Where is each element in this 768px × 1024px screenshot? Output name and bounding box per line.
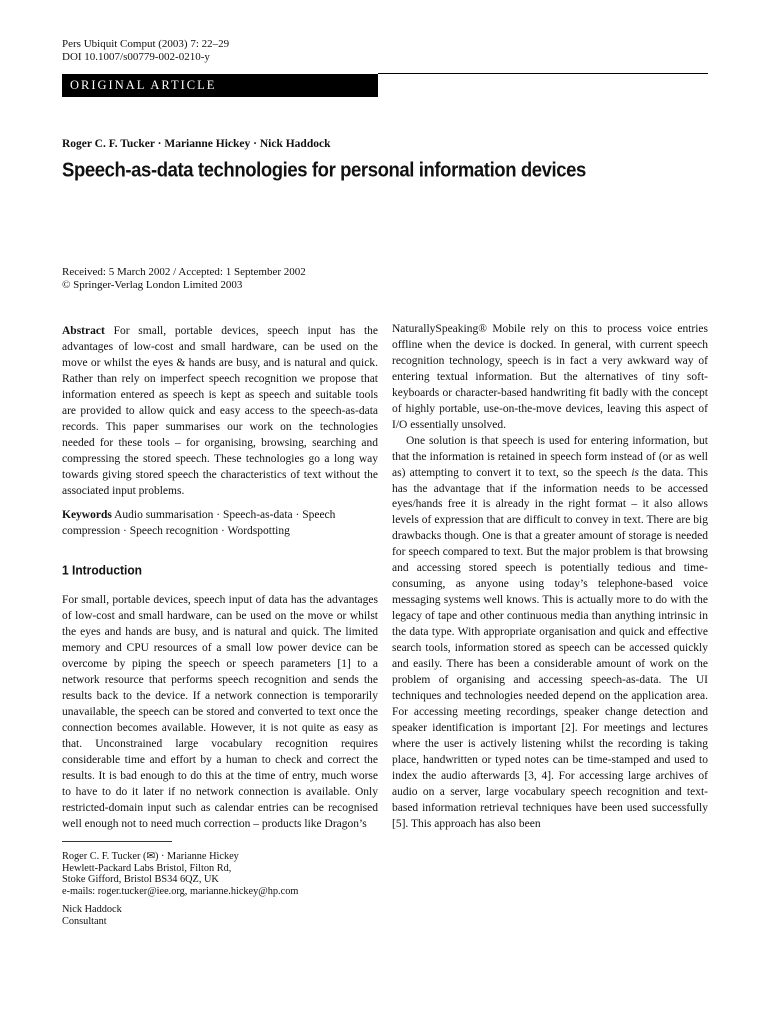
keywords-label: Keywords: [62, 509, 112, 522]
keywords-text: Audio summarisation · Speech-as-data · Speech compression · Speech recognition · Wordspotting: [62, 509, 336, 538]
intro-paragraph-2: [392, 434, 708, 833]
abstract-text: For small, portable devices, speech input has the advantages of low-cost and small hardware, can be used on the move or whilst the eyes & hands are busy, and is natural and quick. Rather than rely on imperfect speech recognition we propose that information entered as speech is kept as speech and suitable tools are provided to allow quick and easy access to the speech-as-data records. This paper summarises our work on the technologies needed for these tools – for organising, browsing, searching and compressing the stored speech. These technologies go a long way towards giving stored speech the characteristics of text without the associated input problems.: [62, 325, 379, 497]
author-list: Roger C. F. Tucker · Marianne Hickey · Nick Haddock: [62, 138, 331, 150]
keywords-paragraph: [62, 508, 378, 540]
footnote-address-1: Hewlett-Packard Labs Bristol, Filton Rd,: [62, 862, 232, 874]
article-type-banner: [62, 74, 378, 97]
header-rule: [378, 73, 708, 74]
footnote-authors: Roger C. F. Tucker (✉) · Marianne Hickey: [62, 851, 239, 862]
received-dates: Received: 5 March 2002 / Accepted: 1 September 2002: [62, 266, 306, 278]
footnote-address-2: Stoke Gifford, Bristol BS34 6QZ, UK: [62, 874, 219, 886]
abstract-paragraph: [62, 324, 378, 499]
intro-paragraph-1-continued: [392, 322, 708, 434]
intro-paragraph-2-rest: the data. This has the advantage that if the information needs to be accessed eyes/hands free it is already in the right format – it also allows levels of expression that are difficult to convey in text. There are big drawbacks though. One is that a greater amount of storage is needed for speech compared to text. But the major problem is that browsing and accessing stored speech is potentially tedious and time-consuming, as anyone using today’s telephone-based voice messaging systems well knows. This is actually more to do with the legacy of tape and other continuous media than anything intrinsic in the data type. With appropriate organisation and quick and effective search tools, information stored as speech can be accessed quickly and easily. There has been a considerable amount of work on the problem of organising and accessing speech-as-data. The UI techniques and technologies needed depend on the application area. For accessing meeting recordings, speaker change detection and speaker identification is important [2]. For meetings and lectures where the user is actively listening whilst the recording is taking place, handwritten or typed notes can be time-stamped and used to index the audio afterwards [3, 4]. For accessing large archives of audio on a server, large vocabulary speech recognition and text-based information retrieval techniques have been used successfully [5]. This approach has also been: [392, 466, 708, 830]
left-column: [62, 324, 378, 833]
copyright-line: © Springer-Verlag London Limited 2003: [62, 279, 243, 291]
right-column: [392, 322, 708, 833]
intro-paragraph-2-start: One solution is that speech is used for entering information, but that the information is retained in speech form instead of (or as well as) attempting to convert it to text, so the speech: [392, 434, 708, 479]
intro-paragraph-2-emphasis: is: [631, 466, 639, 479]
intro-paragraph-1-continued-text: NaturallySpeaking® Mobile rely on this to process voice entries offline when the device is docked. In general, with current speech recognition technology, speech is in fact a very awkward way of entering textual information. But the alternatives of tiny soft-keyboards or character-based handwriting fit badly with the concept of highly portable, use-on-the-move devices, leaving this aspect of I/O essentially unsolved.: [392, 323, 708, 431]
section-heading-introduction: 1 Introduction: [62, 563, 142, 579]
intro-paragraph-1: [62, 593, 378, 832]
article-type-label: ORIGINAL ARTICLE: [70, 78, 217, 92]
footnote-rule: [62, 841, 172, 842]
footnote-emails: e-mails: roger.tucker@iee.org, marianne.hickey@hp.com: [62, 885, 299, 897]
abstract-label: Abstract: [62, 325, 105, 337]
journal-citation: Pers Ubiquit Comput (2003) 7: 22–29: [62, 38, 230, 50]
intro-paragraph-1-text: For small, portable devices, speech input of data has the advantages of low-cost and small hardware, can be used on the move or whilst the eyes and hands are busy, and is natural and quick. The limited memory and CPU resources of a small low power device can be overcome by piping the speech or speech parameters [1] to a network resource that performs speech recognition and sends the results back to the device. If a network connection is temporarily unavailable, the speech can be stored and converted to text once the connection becomes available. However, it is not quite as easy as that. Unconstrained large vocabulary recognition requires considerable time and effort by a human to check and correct the results. It is bad enough to do this at the time of entry, much worse to have to do it later if no network connection is available. Only restricted-domain input such as calendar entries can be recognised well enough not to need much correction – products like Dragon’s: [62, 594, 378, 830]
footnote-role: Consultant: [62, 915, 107, 927]
paper-title: Speech-as-data technologies for personal information devices: [62, 158, 586, 181]
doi-line: DOI 10.1007/s00779-002-0210-y: [62, 51, 210, 63]
author-affiliation-footnote: [62, 851, 378, 928]
footnote-author-3: Nick Haddock: [62, 904, 122, 916]
